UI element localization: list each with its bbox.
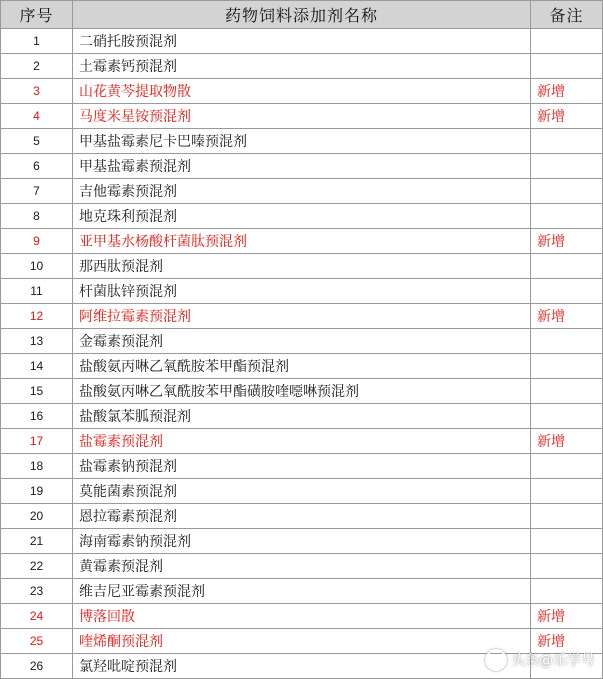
- table-row: [1, 604, 603, 629]
- additive-name: 博落回散: [73, 604, 531, 629]
- table-row: [1, 379, 603, 404]
- header-index: 序号: [1, 1, 73, 29]
- row-number: 10: [1, 254, 73, 279]
- additive-name: 恩拉霉素预混剂: [73, 504, 531, 529]
- table-row: [1, 579, 603, 604]
- remark-cell: [531, 204, 603, 229]
- remark-cell: [531, 579, 603, 604]
- additive-name: 甲基盐霉素预混剂: [73, 154, 531, 179]
- remark-cell: 新增: [531, 304, 603, 329]
- table-row: [1, 404, 603, 429]
- table-row: [1, 154, 603, 179]
- watermark: [485, 649, 595, 671]
- row-number: 4: [1, 104, 73, 129]
- row-number: 2: [1, 54, 73, 79]
- remark-cell: [531, 154, 603, 179]
- row-number: 14: [1, 354, 73, 379]
- table-header: [1, 1, 603, 29]
- remark-cell: [531, 529, 603, 554]
- table-row: [1, 354, 603, 379]
- row-number: 15: [1, 379, 73, 404]
- additive-name: 莫能菌素预混剂: [73, 479, 531, 504]
- row-number: 7: [1, 179, 73, 204]
- row-number: 1: [1, 29, 73, 54]
- remark-cell: [531, 379, 603, 404]
- watermark-text: 头条@乐学号: [511, 653, 595, 669]
- table-row: [1, 279, 603, 304]
- chat-bubble-logo-icon: [485, 649, 507, 671]
- additive-name: 金霉素预混剂: [73, 329, 531, 354]
- additive-name: 那西肽预混剂: [73, 254, 531, 279]
- additive-name: 山花黄芩提取物散: [73, 79, 531, 104]
- additive-name: 盐酸氨丙啉乙氧酰胺苯甲酯磺胺喹噁啉预混剂: [73, 379, 531, 404]
- additive-name: 马度米星铵预混剂: [73, 104, 531, 129]
- additive-name: 阿维拉霉素预混剂: [73, 304, 531, 329]
- row-number: 5: [1, 129, 73, 154]
- additive-name: 二硝托胺预混剂: [73, 29, 531, 54]
- remark-cell: 新增: [531, 104, 603, 129]
- row-number: 19: [1, 479, 73, 504]
- header-name: 药物饲料添加剂名称: [73, 1, 531, 29]
- remark-cell: [531, 554, 603, 579]
- row-number: 11: [1, 279, 73, 304]
- table-row: [1, 454, 603, 479]
- row-number: 13: [1, 329, 73, 354]
- remark-cell: [531, 404, 603, 429]
- table-row: [1, 29, 603, 54]
- additive-name: 维吉尼亚霉素预混剂: [73, 579, 531, 604]
- remark-cell: [531, 254, 603, 279]
- additive-name: 盐酸氯苯胍预混剂: [73, 404, 531, 429]
- row-number: 20: [1, 504, 73, 529]
- remark-cell: [531, 29, 603, 54]
- table-row: [1, 529, 603, 554]
- remark-cell: [531, 479, 603, 504]
- table-body: [1, 29, 603, 679]
- additive-name: 氯羟吡啶预混剂: [73, 654, 531, 679]
- table-row: [1, 429, 603, 454]
- remark-cell: 新增: [531, 229, 603, 254]
- row-number: 25: [1, 629, 73, 654]
- additive-name: 甲基盐霉素尼卡巴嗪预混剂: [73, 129, 531, 154]
- table-row: [1, 104, 603, 129]
- additive-name: 盐酸氨丙啉乙氧酰胺苯甲酯预混剂: [73, 354, 531, 379]
- row-number: 24: [1, 604, 73, 629]
- row-number: 26: [1, 654, 73, 679]
- row-number: 16: [1, 404, 73, 429]
- additive-name: 地克珠利预混剂: [73, 204, 531, 229]
- additive-name: 亚甲基水杨酸杆菌肽预混剂: [73, 229, 531, 254]
- table-row: [1, 54, 603, 79]
- additive-name: 吉他霉素预混剂: [73, 179, 531, 204]
- remark-cell: [531, 504, 603, 529]
- remark-cell: [531, 454, 603, 479]
- remark-cell: 新增: [531, 629, 603, 654]
- table-row: [1, 304, 603, 329]
- row-number: 21: [1, 529, 73, 554]
- remark-cell: [531, 354, 603, 379]
- table-row: [1, 129, 603, 154]
- row-number: 8: [1, 204, 73, 229]
- table-row: [1, 329, 603, 354]
- remark-cell: 新增: [531, 79, 603, 104]
- table-row: [1, 79, 603, 104]
- additive-name: 海南霉素钠预混剂: [73, 529, 531, 554]
- row-number: 22: [1, 554, 73, 579]
- remark-cell: [531, 179, 603, 204]
- row-number: 12: [1, 304, 73, 329]
- remark-cell: 新增: [531, 604, 603, 629]
- table-row: [1, 204, 603, 229]
- additive-name: 土霉素钙预混剂: [73, 54, 531, 79]
- row-number: 9: [1, 229, 73, 254]
- remark-cell: 新增: [531, 429, 603, 454]
- table-row: [1, 554, 603, 579]
- header-row: [1, 1, 603, 29]
- remark-cell: [531, 129, 603, 154]
- row-number: 18: [1, 454, 73, 479]
- row-number: 3: [1, 79, 73, 104]
- remark-cell: [531, 279, 603, 304]
- table-row: [1, 479, 603, 504]
- table-row: [1, 229, 603, 254]
- table-row: [1, 179, 603, 204]
- remark-cell: [531, 54, 603, 79]
- table-row: [1, 504, 603, 529]
- additive-name: 盐霉素钠预混剂: [73, 454, 531, 479]
- remark-cell: [531, 329, 603, 354]
- additive-name: 盐霉素预混剂: [73, 429, 531, 454]
- row-number: 6: [1, 154, 73, 179]
- row-number: 17: [1, 429, 73, 454]
- additive-name: 杆菌肽锌预混剂: [73, 279, 531, 304]
- additive-name: 喹烯酮预混剂: [73, 629, 531, 654]
- row-number: 23: [1, 579, 73, 604]
- table-row: [1, 254, 603, 279]
- header-note: 备注: [531, 1, 603, 29]
- additive-name: 黄霉素预混剂: [73, 554, 531, 579]
